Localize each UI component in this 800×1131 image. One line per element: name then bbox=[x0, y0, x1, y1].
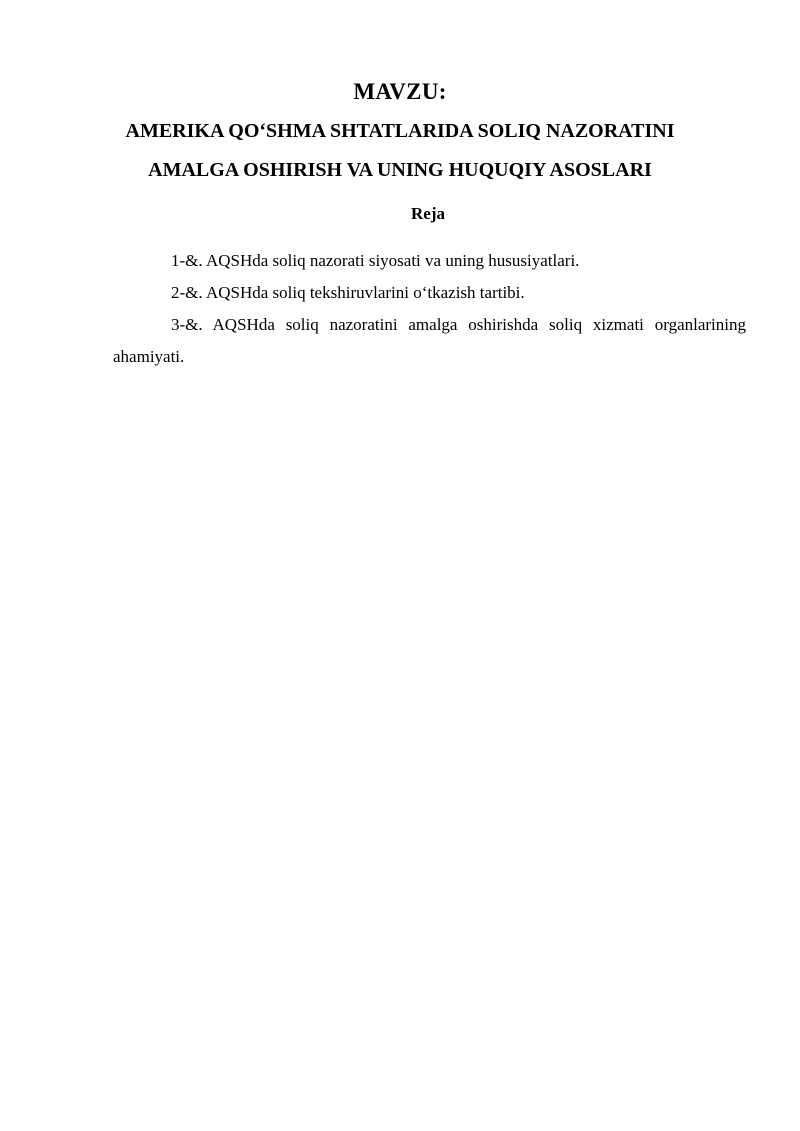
title-line-1: AMERIKA QO‘SHMA SHTATLARIDA SOLIQ NAZORATINI bbox=[125, 120, 675, 142]
plan-item-1: 1-&. AQSHda soliq nazorati siyosati va uning hususiyatlari. bbox=[171, 251, 580, 270]
plan-item-2: 2-&. AQSHda soliq tekshiruvlarini o‘tkazish tartibi. bbox=[171, 283, 525, 302]
plan-list bbox=[113, 245, 746, 373]
title-line-2: AMALGA OSHIRISH VA UNING HUQUQIY ASOSLARI bbox=[148, 159, 652, 181]
plan-item-3: 3-&. AQSHda soliq nazoratini amalga oshirishda soliq xizmati organlarining ahamiyati. bbox=[113, 315, 746, 366]
topic-label: MAVZU: bbox=[353, 79, 447, 104]
plan-heading: Reja bbox=[411, 204, 445, 223]
